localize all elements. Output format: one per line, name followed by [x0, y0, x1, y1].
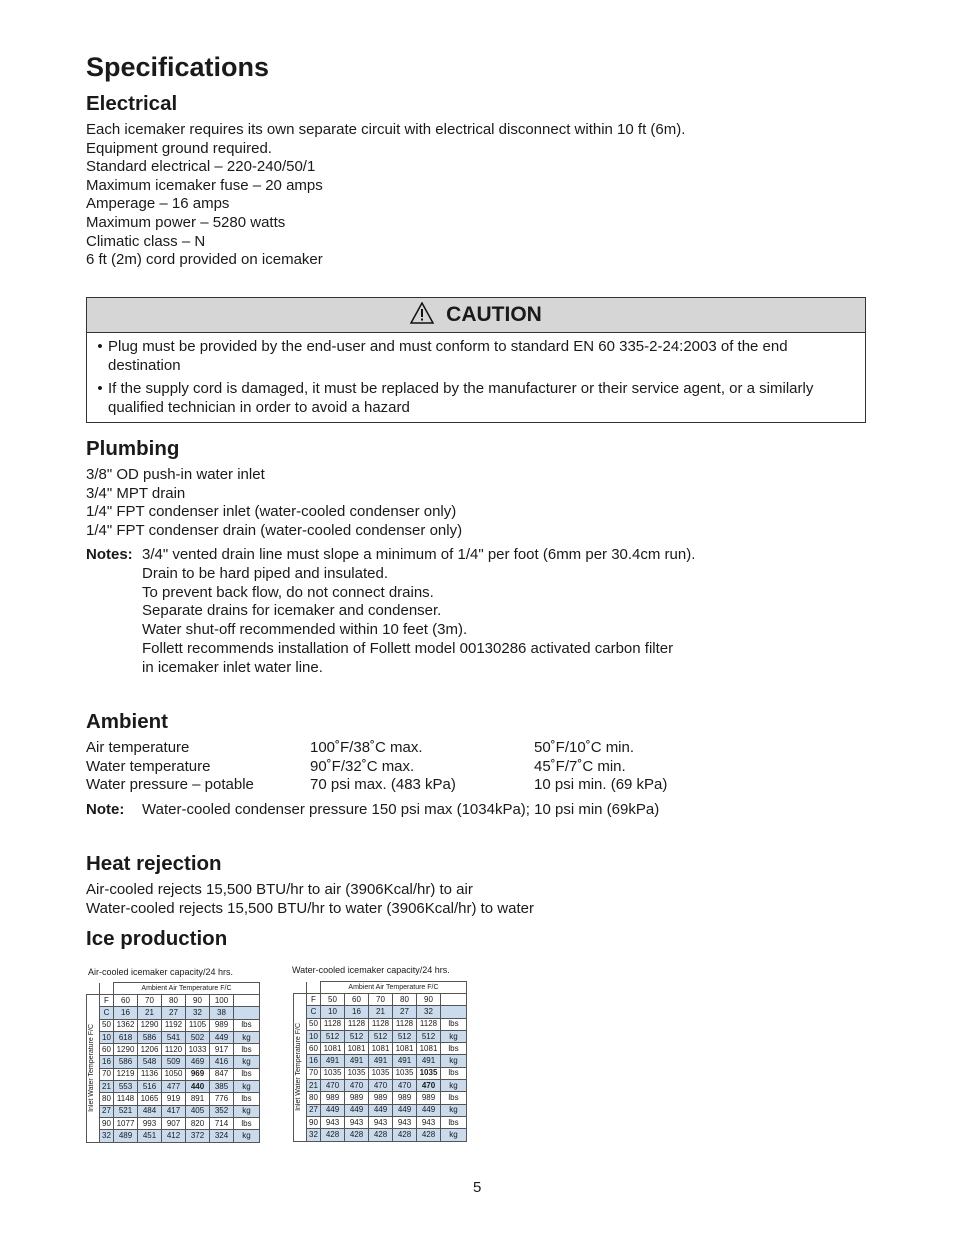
electrical-line: Maximum power – 5280 watts	[86, 213, 286, 231]
heat-rejection-list	[86, 881, 534, 918]
capacity-lbs-cell: 943	[345, 1116, 369, 1128]
table-corner	[294, 982, 307, 994]
capacity-lbs-cell: 1035	[369, 1067, 393, 1079]
ambient-heading: Ambient	[86, 710, 168, 733]
ambient-min: 45˚F/7˚C min.	[534, 757, 626, 775]
ambient-table	[86, 739, 786, 795]
plumbing-line: 1/4" FPT condenser inlet (water-cooled condenser only)	[86, 503, 457, 521]
notes-label: Notes:	[86, 546, 133, 563]
capacity-lbs-cell: 1081	[417, 1043, 441, 1055]
capacity-lbs-cell: 1081	[369, 1043, 393, 1055]
ambient-f-cell: 60	[345, 994, 369, 1006]
heat-rejection-line: Water-cooled rejects 15,500 BTU/hr to water (3906Kcal/hr) to water	[86, 899, 534, 917]
inlet-f-cell: 80	[307, 1092, 321, 1104]
inlet-c-cell: 10	[307, 1030, 321, 1042]
empty-cell	[441, 1006, 467, 1018]
note-label: Note:	[86, 801, 125, 818]
unit-c: C	[307, 1006, 321, 1018]
unit-kg: kg	[441, 1080, 467, 1092]
inlet-f-cell: 50	[307, 1018, 321, 1030]
capacity-kg-cell: 449	[321, 1104, 345, 1116]
unit-lbs: lbs	[234, 1117, 260, 1129]
ambient-f-cell: 70	[369, 994, 393, 1006]
unit-lbs: lbs	[234, 1068, 260, 1080]
caution-bullet-text: Plug must be provided by the end-user and must conform to standard EN 60 335-2-24:2003 of the end destination	[108, 338, 788, 374]
inlet-f-cell: 80	[100, 1093, 114, 1105]
note-line: Follett recommends installation of Follett model 00130286 activated carbon filter	[142, 639, 674, 657]
inlet-c-cell: 16	[307, 1055, 321, 1067]
unit-kg: kg	[234, 1105, 260, 1117]
capacity-grid	[293, 981, 467, 1142]
capacity-kg-cell: 449	[345, 1104, 369, 1116]
capacity-lbs-cell: 1128	[345, 1018, 369, 1030]
note-line: Water shut-off recommended within 10 feet (3m).	[142, 621, 468, 639]
capacity-lbs-cell: 1105	[186, 1019, 210, 1031]
capacity-lbs-cell: 1065	[138, 1093, 162, 1105]
capacity-kg-cell: 491	[417, 1055, 441, 1067]
capacity-lbs-cell: 989	[417, 1092, 441, 1104]
capacity-kg-cell: 512	[321, 1030, 345, 1042]
inlet-c-cell: 16	[100, 1056, 114, 1068]
capacity-kg-cell: 512	[345, 1030, 369, 1042]
table-corner	[307, 982, 321, 994]
capacity-kg-cell: 491	[369, 1055, 393, 1067]
inlet-f-cell: 60	[307, 1043, 321, 1055]
unit-lbs: lbs	[441, 1018, 467, 1030]
capacity-grid	[86, 982, 260, 1143]
caution-header	[87, 298, 865, 333]
capacity-kg-cell: 449	[369, 1104, 393, 1116]
capacity-kg-cell: 385	[210, 1081, 234, 1093]
ambient-c-cell: 16	[114, 1007, 138, 1019]
capacity-lbs-cell: 1362	[114, 1019, 138, 1031]
caution-title: CAUTION	[446, 303, 542, 326]
ice-production-heading: Ice production	[86, 927, 228, 950]
capacity-kg-cell: 491	[393, 1055, 417, 1067]
electrical-heading: Electrical	[86, 92, 178, 115]
capacity-kg-cell: 417	[162, 1105, 186, 1117]
electrical-line: Equipment ground required.	[86, 139, 272, 157]
empty-cell	[234, 995, 260, 1007]
capacity-kg-cell: 502	[186, 1031, 210, 1043]
capacity-kg-cell: 512	[369, 1030, 393, 1042]
capacity-lbs-cell: 714	[210, 1117, 234, 1129]
note-line: Separate drains for icemaker and condenser.	[142, 602, 442, 620]
capacity-kg-cell: 548	[138, 1056, 162, 1068]
capacity-kg-cell: 428	[369, 1129, 393, 1141]
capacity-lbs-cell: 1148	[114, 1093, 138, 1105]
capacity-lbs-cell: 943	[417, 1116, 441, 1128]
page-title: Specifications	[86, 52, 270, 82]
inlet-axis	[87, 995, 100, 1143]
capacity-lbs-cell: 1128	[321, 1018, 345, 1030]
unit-c: C	[100, 1007, 114, 1019]
capacity-kg-cell: 428	[393, 1129, 417, 1141]
capacity-kg-cell: 541	[162, 1031, 186, 1043]
unit-kg: kg	[234, 1031, 260, 1043]
ambient-min: 50˚F/10˚C min.	[534, 739, 635, 756]
caution-bullet: • If the supply cord is damaged, it must be replaced by the manufacturer or their service agent, or a similarly qualified technician in order to avoid a hazard	[92, 380, 855, 417]
inlet-c-cell: 32	[307, 1129, 321, 1141]
electrical-line: Maximum icemaker fuse – 20 amps	[86, 176, 323, 194]
capacity-lbs-cell: 989	[210, 1019, 234, 1031]
ambient-label: Water temperature	[86, 757, 211, 775]
ambient-f-cell: 90	[417, 994, 441, 1006]
capacity-kg-cell: 449	[417, 1104, 441, 1116]
electrical-line: Standard electrical – 220-240/50/1	[86, 158, 316, 176]
ambient-c-cell: 27	[393, 1006, 417, 1018]
unit-kg: kg	[441, 1129, 467, 1141]
inlet-f-cell: 70	[307, 1067, 321, 1079]
capacity-kg-cell: 618	[114, 1031, 138, 1043]
capacity-kg-cell: 470	[417, 1080, 441, 1092]
ambient-f-cell: 50	[321, 994, 345, 1006]
capacity-lbs-cell: 1050	[162, 1068, 186, 1080]
capacity-kg-cell: 470	[345, 1080, 369, 1092]
capacity-kg-cell: 491	[321, 1055, 345, 1067]
capacity-lbs-cell: 919	[162, 1093, 186, 1105]
inlet-c-cell: 21	[100, 1081, 114, 1093]
unit-kg: kg	[441, 1055, 467, 1067]
capacity-kg-cell: 416	[210, 1056, 234, 1068]
capacity-lbs-cell: 989	[321, 1092, 345, 1104]
capacity-lbs-cell: 907	[162, 1117, 186, 1129]
capacity-lbs-cell: 1081	[345, 1043, 369, 1055]
ambient-f-cell: 100	[210, 995, 234, 1007]
ambient-row	[86, 758, 786, 777]
capacity-kg-cell: 489	[114, 1130, 138, 1142]
inlet-f-cell: 70	[100, 1068, 114, 1080]
capacity-kg-cell: 449	[210, 1031, 234, 1043]
electrical-line: Amperage – 16 amps	[86, 195, 230, 213]
air-cooled-caption: Air-cooled icemaker capacity/24 hrs.	[88, 967, 234, 977]
unit-f: F	[100, 995, 114, 1007]
empty-cell	[441, 994, 467, 1006]
ambient-row	[86, 776, 786, 795]
capacity-lbs-cell: 989	[393, 1092, 417, 1104]
capacity-lbs-cell: 1033	[186, 1044, 210, 1056]
note-text: Water-cooled condenser pressure 150 psi max (1034kPa); 10 psi min (69kPa)	[142, 801, 660, 818]
capacity-lbs-cell: 1206	[138, 1044, 162, 1056]
capacity-lbs-cell: 1081	[321, 1043, 345, 1055]
ambient-c-cell: 32	[417, 1006, 441, 1018]
ambient-c-cell: 38	[210, 1007, 234, 1019]
unit-f: F	[307, 994, 321, 1006]
unit-kg: kg	[234, 1056, 260, 1068]
plumbing-heading: Plumbing	[86, 437, 180, 460]
capacity-kg-cell: 491	[345, 1055, 369, 1067]
capacity-kg-cell: 512	[417, 1030, 441, 1042]
inlet-f-cell: 50	[100, 1019, 114, 1031]
capacity-kg-cell: 451	[138, 1130, 162, 1142]
ambient-header: Ambient Air Temperature F/C	[321, 982, 467, 994]
unit-lbs: lbs	[234, 1019, 260, 1031]
heat-rejection-heading: Heat rejection	[86, 852, 222, 875]
inlet-f-cell: 60	[100, 1044, 114, 1056]
ambient-max: 70 psi max. (483 kPa)	[310, 776, 456, 794]
capacity-lbs-cell: 1128	[393, 1018, 417, 1030]
ambient-label: Water pressure – potable	[86, 776, 254, 794]
capacity-kg-cell: 324	[210, 1130, 234, 1142]
capacity-kg-cell: 428	[321, 1129, 345, 1141]
ambient-label: Air temperature	[86, 739, 190, 756]
capacity-lbs-cell: 847	[210, 1068, 234, 1080]
capacity-lbs-cell: 1290	[138, 1019, 162, 1031]
ambient-c-cell: 10	[321, 1006, 345, 1018]
electrical-line: Climatic class – N	[86, 232, 206, 250]
capacity-lbs-cell: 989	[369, 1092, 393, 1104]
note-line: To prevent back flow, do not connect drains.	[142, 583, 434, 601]
capacity-kg-cell: 428	[417, 1129, 441, 1141]
unit-kg: kg	[234, 1081, 260, 1093]
unit-lbs: lbs	[234, 1093, 260, 1105]
capacity-lbs-cell: 943	[321, 1116, 345, 1128]
capacity-lbs-cell: 1290	[114, 1044, 138, 1056]
ambient-max: 90˚F/32˚C max.	[310, 757, 415, 775]
capacity-lbs-cell: 1120	[162, 1044, 186, 1056]
inlet-c-cell: 27	[100, 1105, 114, 1117]
capacity-kg-cell: 509	[162, 1056, 186, 1068]
warning-triangle-icon	[410, 302, 434, 329]
capacity-lbs-cell: 1077	[114, 1117, 138, 1129]
capacity-kg-cell: 586	[138, 1031, 162, 1043]
ambient-c-cell: 32	[186, 1007, 210, 1019]
electrical-line: Each icemaker requires its own separate circuit with electrical disconnect within 10 ft (6m).	[86, 121, 686, 138]
capacity-lbs-cell: 1128	[369, 1018, 393, 1030]
capacity-lbs-cell: 1081	[393, 1043, 417, 1055]
note-line: 3/4" vented drain line must slope a minimum of 1/4" per foot (6mm per 30.4cm run).	[142, 546, 696, 563]
ambient-f-cell: 80	[393, 994, 417, 1006]
note-line: in icemaker inlet water line.	[142, 658, 323, 676]
plumbing-line: 3/4" MPT drain	[86, 484, 186, 502]
unit-lbs: lbs	[441, 1092, 467, 1104]
ambient-header: Ambient Air Temperature F/C	[114, 983, 260, 995]
capacity-lbs-cell: 1192	[162, 1019, 186, 1031]
capacity-lbs-cell: 1035	[321, 1067, 345, 1079]
capacity-kg-cell: 469	[186, 1056, 210, 1068]
capacity-lbs-cell: 1035	[417, 1067, 441, 1079]
inlet-f-cell: 90	[307, 1116, 321, 1128]
capacity-kg-cell: 586	[114, 1056, 138, 1068]
capacity-kg-cell: 352	[210, 1105, 234, 1117]
caution-body	[87, 333, 865, 417]
inlet-f-cell: 90	[100, 1117, 114, 1129]
note-line: Drain to be hard piped and insulated.	[142, 564, 389, 582]
capacity-kg-cell: 470	[369, 1080, 393, 1092]
capacity-lbs-cell: 1136	[138, 1068, 162, 1080]
heat-rejection-line: Air-cooled rejects 15,500 BTU/hr to air (3906Kcal/hr) to air	[86, 881, 473, 898]
unit-lbs: lbs	[234, 1044, 260, 1056]
ambient-f-cell: 80	[162, 995, 186, 1007]
ambient-c-cell: 16	[345, 1006, 369, 1018]
capacity-lbs-cell: 820	[186, 1117, 210, 1129]
capacity-kg-cell: 516	[138, 1081, 162, 1093]
capacity-kg-cell: 521	[114, 1105, 138, 1117]
capacity-lbs-cell: 1035	[345, 1067, 369, 1079]
axis-label: Inlet Water Temperature F/C	[295, 1023, 302, 1112]
unit-lbs: lbs	[441, 1043, 467, 1055]
inlet-c-cell: 32	[100, 1130, 114, 1142]
capacity-lbs-cell: 943	[369, 1116, 393, 1128]
unit-kg: kg	[234, 1130, 260, 1142]
inlet-c-cell: 21	[307, 1080, 321, 1092]
capacity-lbs-cell: 969	[186, 1068, 210, 1080]
capacity-kg-cell: 512	[393, 1030, 417, 1042]
capacity-kg-cell: 372	[186, 1130, 210, 1142]
capacity-lbs-cell: 1219	[114, 1068, 138, 1080]
capacity-kg-cell: 484	[138, 1105, 162, 1117]
unit-lbs: lbs	[441, 1116, 467, 1128]
capacity-kg-cell: 477	[162, 1081, 186, 1093]
ambient-c-cell: 21	[138, 1007, 162, 1019]
capacity-kg-cell: 553	[114, 1081, 138, 1093]
table-corner	[87, 983, 100, 995]
capacity-kg-cell: 428	[345, 1129, 369, 1141]
ambient-c-cell: 27	[162, 1007, 186, 1019]
inlet-axis	[294, 994, 307, 1142]
capacity-kg-cell: 470	[393, 1080, 417, 1092]
page-number: 5	[473, 1179, 482, 1196]
inlet-c-cell: 27	[307, 1104, 321, 1116]
capacity-lbs-cell: 891	[186, 1093, 210, 1105]
unit-kg: kg	[441, 1104, 467, 1116]
table-corner	[100, 983, 114, 995]
notes-text	[142, 546, 695, 678]
capacity-lbs-cell: 943	[393, 1116, 417, 1128]
ambient-f-cell: 90	[186, 995, 210, 1007]
plumbing-line: 3/8" OD push-in water inlet	[86, 466, 265, 483]
ambient-max: 100˚F/38˚C max.	[310, 739, 423, 756]
capacity-kg-cell: 405	[186, 1105, 210, 1117]
capacity-lbs-cell: 776	[210, 1093, 234, 1105]
electrical-list	[86, 121, 685, 270]
capacity-lbs-cell: 917	[210, 1044, 234, 1056]
ambient-row	[86, 739, 786, 758]
inlet-c-cell: 10	[100, 1031, 114, 1043]
unit-lbs: lbs	[441, 1067, 467, 1079]
ambient-f-cell: 70	[138, 995, 162, 1007]
ambient-f-cell: 60	[114, 995, 138, 1007]
capacity-lbs-cell: 993	[138, 1117, 162, 1129]
axis-label: Inlet Water Temperature F/C	[88, 1024, 95, 1113]
capacity-kg-cell: 412	[162, 1130, 186, 1142]
plumbing-list	[86, 466, 462, 540]
plumbing-line: 1/4" FPT condenser drain (water-cooled condenser only)	[86, 521, 463, 539]
capacity-kg-cell: 470	[321, 1080, 345, 1092]
caution-bullet-text: If the supply cord is damaged, it must be replaced by the manufacturer or their service agent, or a similarly qualified technician in order to avoid a hazard	[108, 380, 814, 416]
unit-kg: kg	[441, 1030, 467, 1042]
ambient-c-cell: 21	[369, 1006, 393, 1018]
caution-bullet: • Plug must be provided by the end-user and must conform to standard EN 60 335-2-24:2003 of the end destination	[92, 338, 855, 375]
capacity-lbs-cell: 1035	[393, 1067, 417, 1079]
empty-cell	[234, 1007, 260, 1019]
capacity-kg-cell: 449	[393, 1104, 417, 1116]
electrical-line: 6 ft (2m) cord provided on icemaker	[86, 251, 323, 269]
caution-box	[86, 297, 866, 423]
ambient-min: 10 psi min. (69 kPa)	[534, 776, 668, 794]
capacity-kg-cell: 440	[186, 1081, 210, 1093]
capacity-lbs-cell: 989	[345, 1092, 369, 1104]
water-cooled-caption: Water-cooled icemaker capacity/24 hrs.	[292, 965, 450, 975]
capacity-lbs-cell: 1128	[417, 1018, 441, 1030]
